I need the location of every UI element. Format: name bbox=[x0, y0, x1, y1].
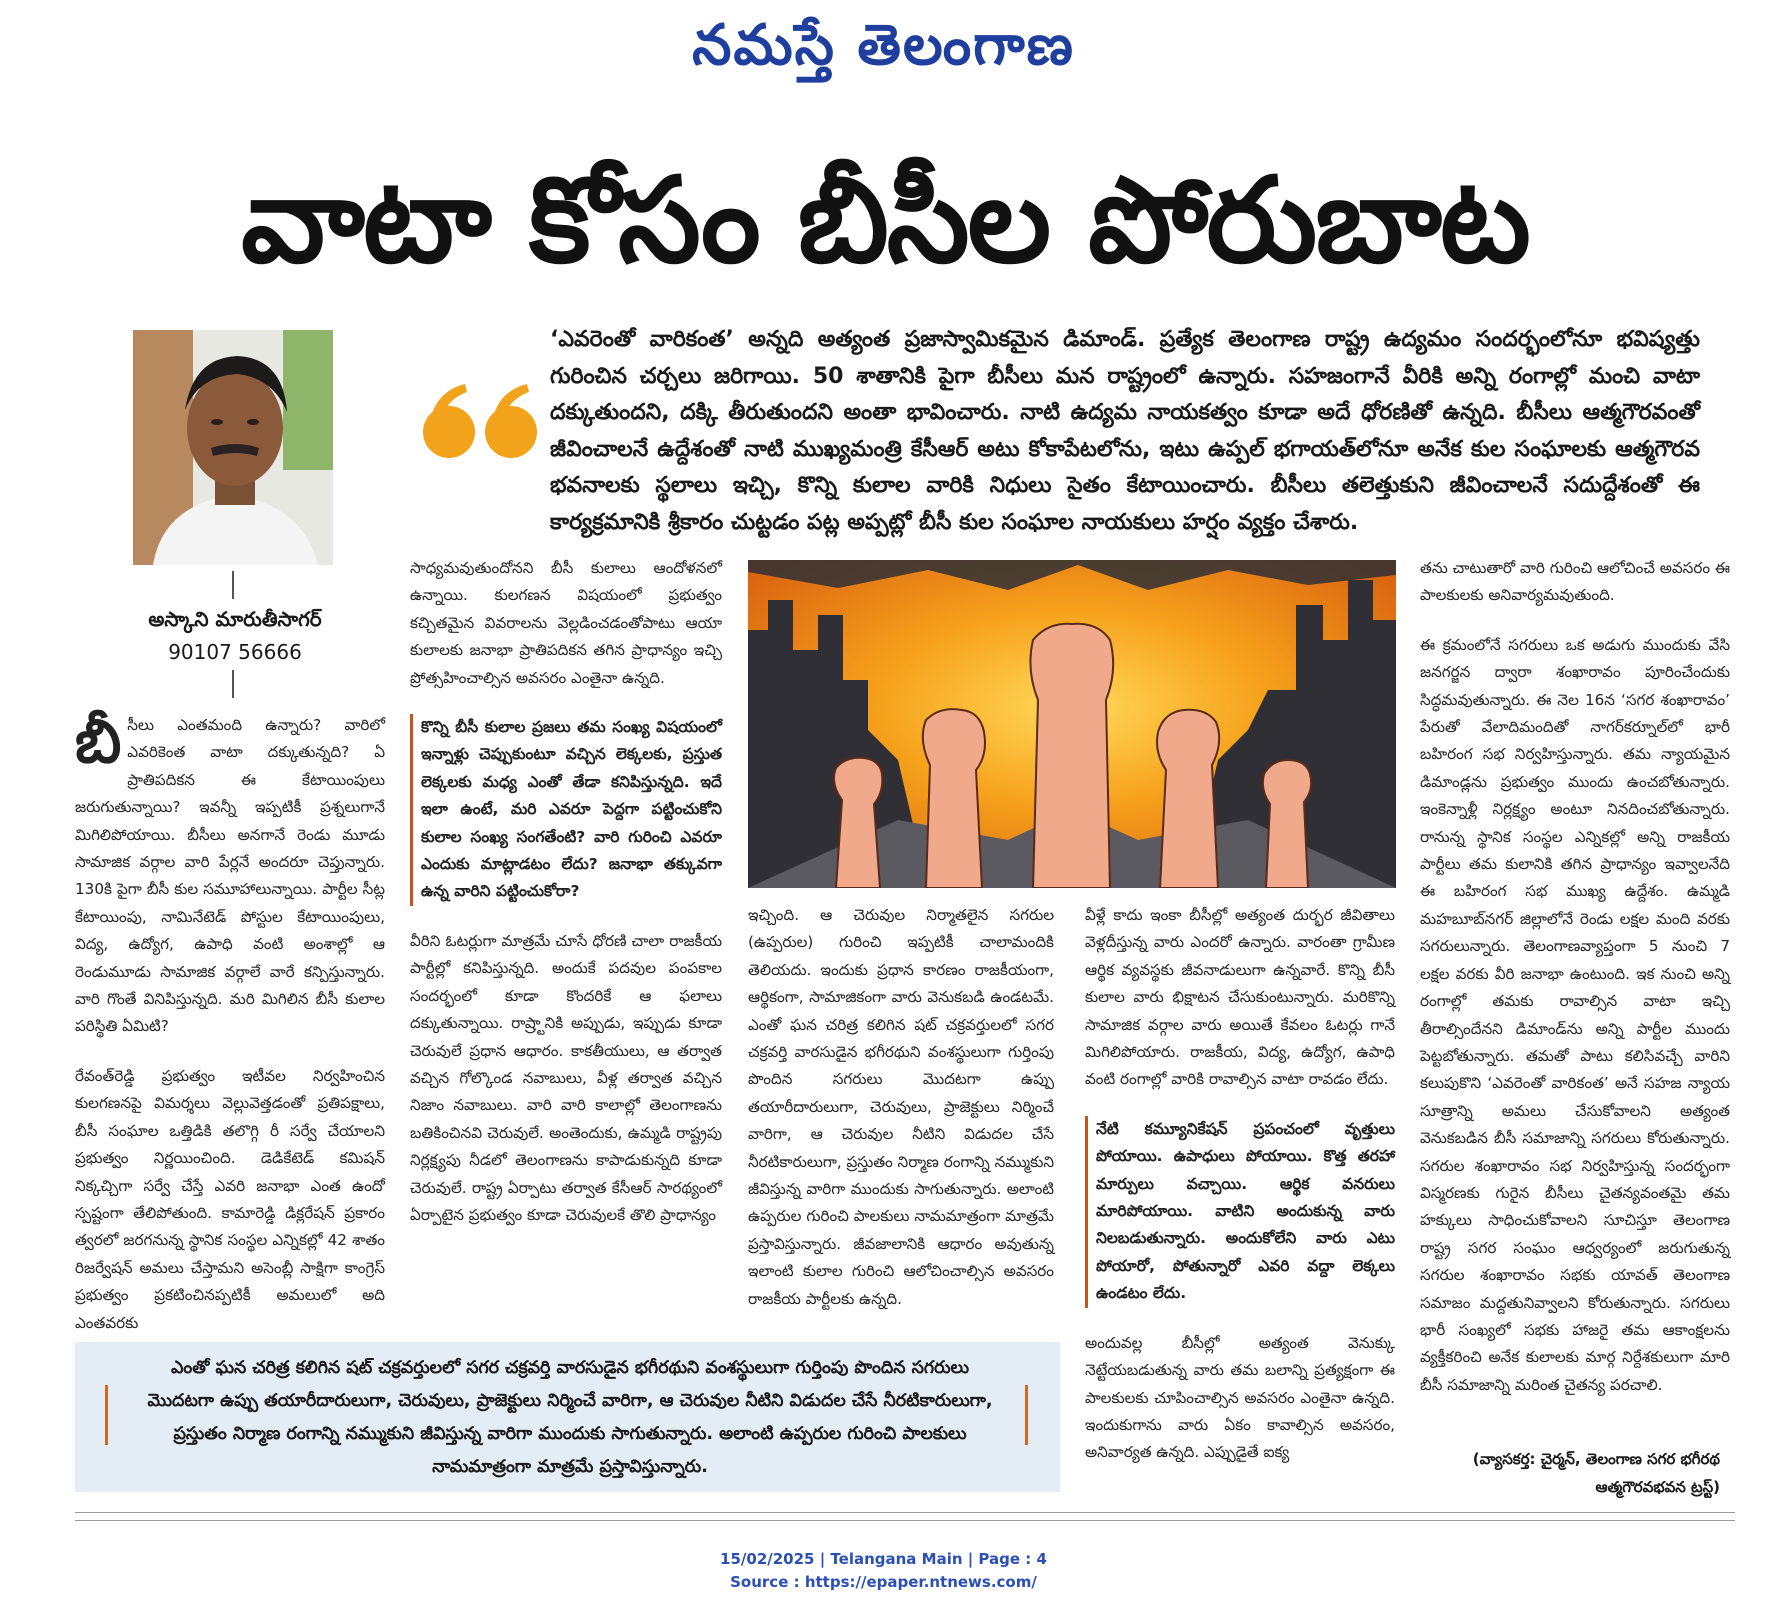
col2-paragraph-1: సాధ్యమవుతుందోనని బీసీ కులాలు ఆందోళనలో ఉన్నాయి. కులగణన విషయంలో ప్రభుత్వం కచ్చితమైన వివరాలను వెల్లడించడంతోపాటు ఆయా కులాలకు జనాభా ప్రాతిపదికన తగిన ప్రాధాన్యం ఇచ్చి ప్రోత్సహించాల్సిన అవసరం ఎంతైనా ఉన్నది. bbox=[410, 559, 722, 687]
col4-paragraph-1: వీళ్లే కాదు ఇంకా బీసీల్లో అత్యంత దుర్భర జీవితాలు వెళ్లదీస్తున్న వారు ఎందరో ఉన్నారు. వారంతా గ్రామీణ ఆర్థిక వ్యవస్థకు జీవనాడులుగా ఉన్నవారే. కొన్ని బీసీ కులాల వారు భిక్షాటన చేసుకుంటున్నారు. మరికొన్ని సామాజిక వర్గాల వారు అయితే కేవలం ఓటర్లు గానే మిగిలిపోయారు. రాజకీయ, విద్య, ఉద్యోగ, ఉపాధి వంటి రంగాల్లో వారికి రావాల్సిన వాటా రావడం లేదు. bbox=[1085, 906, 1395, 1089]
dropcap: బీ bbox=[75, 707, 122, 777]
author-name: అస్కాని మారుతీసాగర్ bbox=[148, 607, 322, 631]
footer-rule-2 bbox=[75, 1520, 1735, 1521]
author-photo bbox=[133, 330, 333, 565]
col1-paragraph-1: బీసీలు ఎంతమంది ఉన్నారు? వారిలో ఎవరికెంత వాటా దక్కుతున్నది? ఏ ప్రాతిపదికన ఈ కేటాయింపులు జరుగుతున్నాయి? ఇవన్నీ ఇప్పటికీ ప్రశ్నలుగానే మిగిలిపోయాయి. బీసీలు అనగానే రెండు మూడు సామాజిక వర్గాల వారి పేర్లనే అందరూ చెప్తున్నారు. 130కి పైగా బీసీ కుల సమూహాలున్నాయి. పార్టీల సీట్ల కేటాయింపు, నామినేటెడ్ పోస్టుల కేటాయింపులు, విద్య, ఉద్యోగ, ఉపాధి వంటి అంశాల్లో ఆ రెండుమూడు సామాజిక వర్గాలే వారే కన్పిస్తున్నారు. వారి గొంతే వినిపిస్తున్నది. మరి మిగిలిన బీసీ కులాల పరిస్థితి ఏమిటి? bbox=[75, 707, 385, 1036]
author-phone: 90107 56666 bbox=[168, 640, 302, 664]
footer-source-link[interactable]: Source : https://epaper.ntnews.com/ bbox=[730, 1573, 1037, 1591]
col5-paragraph-2: ఈ క్రమంలోనే సగరులు ఒక అడుగు ముందుకు వేసి జనగర్జన ద్వారా శంఖారావం పూరించేందుకు సిద్ధమవుతున్నారు. ఈ నెల 16న ‘సగర శంఖారావం’ పేరుతో వేలాదిమందితో నాగర్‌కర్నూల్‌లో భారీ బహిరంగ సభ నిర్వహిస్తున్నారు. తమ న్యాయమైన డిమాండ్లను ప్రభుత్వం ముందు ఉంచబోతున్నారు. ఇంకెన్నాళ్లీ నిర్లక్ష్యం అంటూ నినదించబోతున్నారు. రానున్న స్థానిక సంస్థల ఎన్నికల్లో అన్ని రాజకీయ పార్టీలు తమ కులానికి తగిన ప్రాధాన్యం ఇవ్వాలనేది ఈ బహిరంగ సభ ముఖ్య ఉద్దేశం. ఉమ్మడి మహబూబ్‌నగర్ జిల్లాలోనే రెండు లక్షల మంది వరకు సగరులున్నారు. తెలంగాణవ్యాప్తంగా 5 నుంచి 7 లక్షల వరకు వీరి జనాభా ఉంటుంది. ఇక నుంచి అన్ని రంగాల్లో తమకు రావాల్సిన వాటా ఇచ్చి తీరాల్సిందేనని డిమాండ్‌ను అన్ని పార్టీల ముందు పెట్టబోతున్నారు. తమతో పాటు కలిసివచ్చే వారిని కలుపుకొని ‘ఎవరెంతో వారికంత’ అనే సహజ న్యాయ సూత్రాన్ని అమలు చేసుకోవాలని అత్యంత వెనుకబడిన బీసీ సమాజాన్ని సగరులు కోరుతున్నారు. సగరుల శంఖారావం సభ నిర్వహిస్తున్న సందర్భంగా విస్మరణకు గురైన బీసీలు చైతన్యవంతమై తమ హక్కులు సాధించుకోవాలని సూచిస్తూ తెలంగాణ రాష్ట్ర సగర సంఘం ఆధ్వర్యంలో జరుగుతున్న సగరుల శంఖారావం సభకు యావత్ తెలంగాణ సమాజం మద్దతునివ్వాలని కోరుతున్నారు. సగరులు భారీ సంఖ్యలో సభకు హాజరై తమ ఆకాంక్షలను వ్యక్తీకరించి అనేక కులాలకు మార్గ నిర్దేశకులుగా మారి బీసీ సమాజాన్ని మరింత చైతన్య పరచాలి. bbox=[1420, 635, 1730, 1394]
intro-paragraph: ‘ఎవరెంతో వారికంత’ అన్నది అత్యంత ప్రజాస్వామికమైన డిమాండ్. ప్రత్యేక తెలంగాణ రాష్ట్ర ఉద్యమం సందర్భంలోనూ భవిష్యత్తు గురించిన చర్చలు జరిగాయి. 50 శాతానికి పైగా బీసీలు మన రాష్ట్రంలో ఉన్నారు. సహజంగానే వీరికి అన్ని రంగాల్లో మంచి వాటా దక్కుతుందని, దక్కి తీరుతుందని అంతా భావించారు. నాటి ఉద్యమ నాయకత్వం కూడా అదే ధోరణితో ఉన్నది. బీసీలు ఆత్మగౌరవంతో జీవించాలనే ఉద్దేశంతో నాటి ముఖ్యమంత్రి కేసీఆర్ అటు కోకాపేటలోను, ఇటు ఉప్పల్ భగాయత్‌లోనూ అనేక కుల సంఘాలకు ఆత్మగౌరవ భవనాలకు స్థలాలు ఇచ్చి, కొన్ని కులాల వారికి నిధులు సైతం కేటాయించారు. బీసీలు తలెత్తుకుని జీవించాలనే సదుద్దేశంతో ఈ కార్యక్రమానికి శ్రీకారం చుట్టడం పట్ల అప్పట్లో బీసీ కుల సంఘాల నాయకులు హర్షం వ్యక్తం చేశారు. bbox=[550, 327, 1700, 535]
footer-rule-1 bbox=[75, 1512, 1735, 1513]
col2-paragraph-2: వీరిని ఓటర్లుగా మాత్రమే చూసే ధోరణి చాలా రాజకీయ పార్టీల్లో కనిపిస్తున్నది. అందుకే పదవుల పంపకాల సందర్భంలో కూడా కొందరికే ఆ ఫలాలు దక్కుతున్నాయి. రాష్ర్టానికి అప్పుడు, ఇప్పుడు కూడా చెరువులే ప్రధాన ఆధారం. కాకతీయులు, ఆ తర్వాత వచ్చిన గోల్కొండ నవాబులు, వీళ్ల తర్వాత వచ్చిన నిజాం నవాబులు. వారి వారి కాలాల్లో తెలంగాణను బతికించినవి చెరువులే. అంతెందుకు, ఉమ్మడి రాష్ట్రపు నిర్లక్ష్యపు నీడలో తెలంగాణను కాపాడుకున్నది కూడా చెరువులే. రాష్ట్ర ఏర్పాటు తర్వాత కేసీఆర్ సారథ్యంలో ఏర్పాటైన ప్రభుత్వం కూడా చెరువులకే తొలి ప్రాధాన్యం bbox=[410, 931, 722, 1224]
column-2 bbox=[410, 555, 722, 1251]
quote-icon bbox=[415, 370, 545, 490]
author-divider-top bbox=[232, 571, 234, 599]
col3-paragraph-1: ఇచ్చింది. ఆ చెరువుల నిర్మాతలైన సగరుల (ఉప్పరుల) గురించి ఇప్పటికీ చాలామందికి తెలియదు. ఇందుకు ప్రధాన కారణం రాజకీయంగా, ఆర్థికంగా, సామాజికంగా వారు వెనుకబడి ఉండటమే. ఎంతో ఘన చరిత్ర కలిగిన షట్ చక్రవర్తులలో సగర చక్రవర్తి వారసుడైన భగీరథుని వంశస్థులుగా గుర్తింపు పొందిన సగరులు మొదటగా ఉప్పు తయారీదారులుగా, చెరువులు, ప్రాజెక్టులు నిర్మించే వారిగా, ఆ చెరువుల నీటిని విడుదల చేసే నీరటికారులుగా, ప్రస్తుతం నిర్మాణ రంగాన్ని నమ్ముకుని జీవిస్తున్న వారిగా ముందుకు సాగుతున్నారు. అలాంటి ఉప్పరుల గురించి పాలకులు నామమాత్రంగా మాత్రమే ప్రస్తావిస్తున్నారు. జీవజాలానికి ఆధారం అవుతున్న ఇలాంటి కులాల గురించి ఆలోచించాల్సిన అవసరం రాజకీయ పార్టీలకు ఉన్నది. bbox=[748, 906, 1054, 1308]
column-4 bbox=[1085, 902, 1395, 1489]
banner-accent-right bbox=[1025, 1385, 1028, 1445]
column-1 bbox=[75, 707, 385, 1359]
author-divider-bottom bbox=[232, 670, 234, 698]
col4-pull-quote: నేటి కమ్యూనికేషన్ ప్రపంచంలో వృత్తులు పోయాయి. ఉపాధులు పోయాయి. కొత్త తరహా మార్పులు వచ్చాయి. ఆర్థిక వనరులు మారిపోయాయి. వాటిని అందుకున్న వారు నిలబడుతున్నారు. అందుకోలేని వారు ఎటు పోయారో, పోతున్నారో ఎవరి వద్దా లెక్కలు ఉండటం లేదు. bbox=[1085, 1116, 1395, 1308]
column-3 bbox=[748, 902, 1054, 1335]
banner-quote: ఎంతో ఘన చరిత్ర కలిగిన షట్ చక్రవర్తులలో సగర చక్రవర్తి వారసుడైన భగీరథుని వంశస్థులుగా గుర్తింపు పొందిన సగరులు మొదటగా ఉప్పు తయారీదారులుగా, చెరువులు, ప్రాజెక్టులు నిర్మించే వారిగా, ఆ చెరువుల నీటిని విడుదల చేసే నీరటికారులుగా, ప్రస్తుతం నిర్మాణ రంగాన్ని నమ్ముకుని జీవిస్తున్న వారిగా ముందుకు సాగుతున్నారు. అలాంటి ఉప్పరుల గురించి పాలకులు నామమాత్రంగా మాత్రమే ప్రస్తావిస్తున్నారు. bbox=[147, 1358, 993, 1477]
col4-paragraph-2: అందువల్ల బీసీల్లో అత్యంత వెనుక్కు నెట్టేయబడుతున్న వారు తమ బలాన్ని ప్రత్యక్షంగా ఈ పాలకులకు చూపించాల్సిన అవసరం ఎంతైనా ఉన్నది. ఇందుకుగాను వారు ఏకం కావాల్సిన అవసరం, అనివార్యత ఉన్నది. ఎప్పుడైతే ఐక్య bbox=[1085, 1333, 1395, 1462]
column-5 bbox=[1420, 555, 1730, 1421]
col5-paragraph-1: తను చాటుతారో వారి గురించి ఆలోచించే అవసరం ఈ పాలకులకు అనివార్యమవుతుంది. bbox=[1420, 559, 1730, 605]
author-credit: (వ్యాసకర్త: చైర్మన్, తెలంగాణ సగర భగీరథ ఆత్మగౌరవభవన ట్రస్ట్) bbox=[1472, 1450, 1720, 1496]
raised-fists-illustration bbox=[748, 560, 1396, 888]
footer-edition-info: 15/02/2025 | Telangana Main | Page : 4 bbox=[720, 1550, 1047, 1568]
col2-pull-quote: కొన్ని బీసీ కులాల ప్రజలు తమ సంఖ్య విషయంలో ఇన్నాళ్లు చెప్పుకుంటూ వచ్చిన లెక్కలకు, ప్రస్తుత లెక్కలకు మధ్య ఎంతో తేడా కనిపిస్తున్నది. ఇదే ఇలా ఉంటే, మరి ఎవరూ పెద్దగా పట్టించుకోని కులాల సంఖ్య సంగతేంటి? వారి గురించి ఎవరూ ఎందుకు మాట్లాడటం లేదు? జనాభా తక్కువగా ఉన్న వారిని పట్టించుకోరా? bbox=[410, 714, 722, 906]
masthead-logo: నమస్తే తెలంగాణ bbox=[692, 13, 1075, 78]
banner-accent-left bbox=[105, 1385, 108, 1445]
headline: వాటా కోసం బీసీల పోరుబాట bbox=[241, 150, 1529, 289]
col1-paragraph-2: రేవంత్‌రెడ్డి ప్రభుత్వం ఇటీవల నిర్వహించిన కులగణనపై విమర్శలు వెల్లువెత్తడంతో ప్రతిపక్షాలు, బీసీ సంఘాల ఒత్తిడికి తలొగ్గి రీ సర్వే చేయాలని ప్రభుత్వం నిర్ణయించింది. డెడికేటెడ్ కమిషన్ నిక్కచ్చిగా సర్వే చేస్తే ఎవరి జనాభా ఎంత ఉందో స్పష్టంగా తేలిపోతుంది. కామారెడ్డి డిక్లరేషన్ ప్రకారం త్వరలో జరగనున్న స్థానిక సంస్థల ఎన్నికల్లో 42 శాతం రిజర్వేషన్ అమలు చేస్తామని అసెంబ్లీ సాక్షిగా కాంగ్రెస్ ప్రభుత్వం ప్రకటించినప్పటికీ అమలులో అది ఎంతవరకు bbox=[75, 1066, 385, 1332]
